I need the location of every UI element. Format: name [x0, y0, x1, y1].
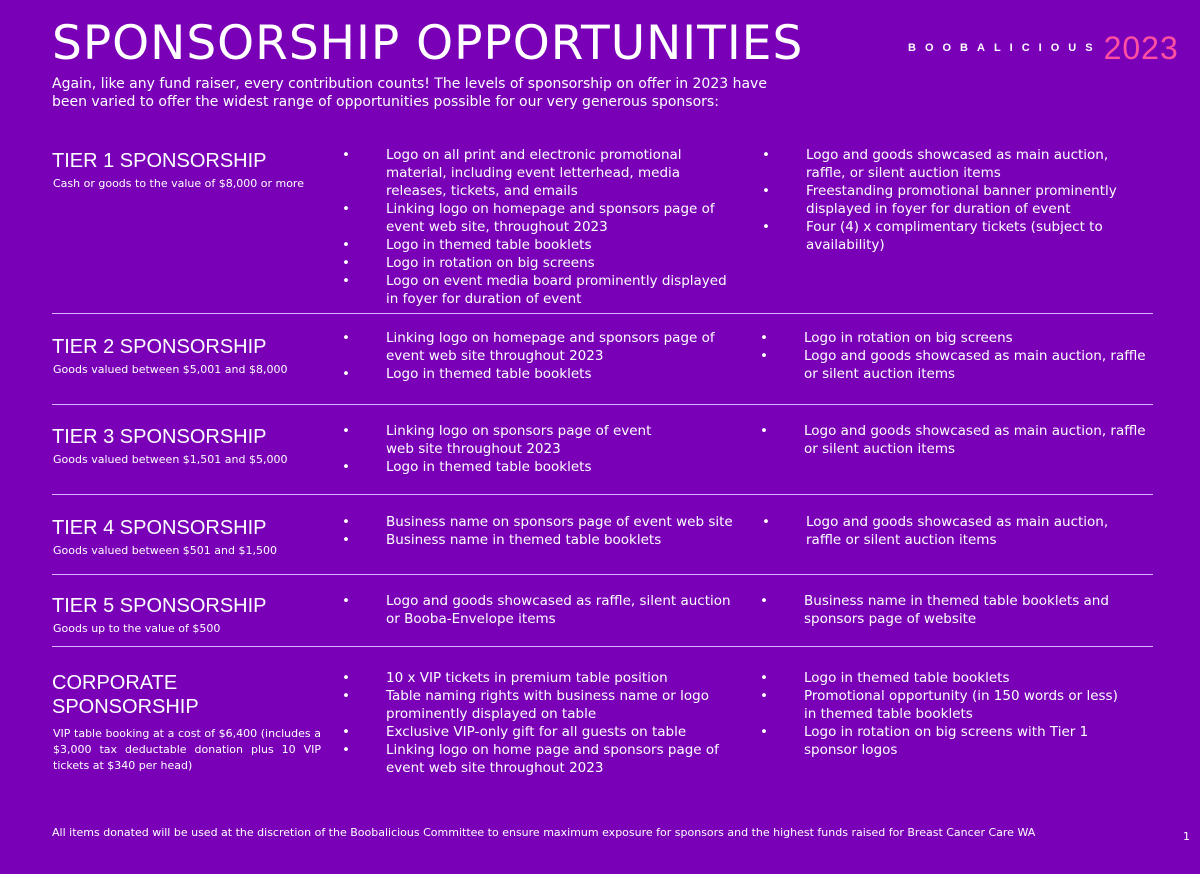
- tier-2-desc: Goods valued between $5,001 and $8,000: [53, 363, 288, 376]
- list-item: • Logo in rotation on big screens: [760, 330, 1013, 346]
- list-item: • Logo and goods showcased as main auction, raffle or silent auction items: [760, 348, 1146, 382]
- list-item: • Business name in themed table booklets: [342, 532, 662, 548]
- divider: [52, 646, 1153, 647]
- divider: [52, 313, 1153, 314]
- list-item: • Logo and goods showcased as main auction, raffle or silent auction items: [762, 514, 1109, 548]
- tier-5-right-list: [760, 592, 1120, 628]
- list-item: • Logo and goods showcased as raffle, silent auction or Booba-Envelope items: [342, 593, 731, 627]
- list-item: • Logo and goods showcased as main auction, raffle, or silent auction items: [762, 147, 1109, 181]
- tier-1-left-list: [342, 146, 742, 308]
- list-item: • Business name on sponsors page of event web site: [342, 514, 733, 530]
- list-item: • Freestanding promotional banner prominently displayed in foyer for duration of event: [762, 183, 1117, 217]
- tier-1-name: TIER 1 SPONSORSHIP: [52, 150, 267, 172]
- list-item: • Four (4) x complimentary tickets (subject to availability): [762, 219, 1103, 253]
- tier-3-desc: Goods valued between $1,501 and $5,000: [53, 453, 288, 466]
- brand-name: BOOBALICIOUS: [908, 42, 1102, 54]
- tier-4-desc: Goods valued between $501 and $1,500: [53, 544, 277, 557]
- corporate-right-list: [760, 669, 1120, 759]
- footer-note: All items donated will be used at the discretion of the Boobalicious Committee to ensure maximum exposure for sponsors and the highest funds raised for Breast Cancer Care WA: [52, 826, 1036, 839]
- tier-4-right-list: [762, 513, 1112, 549]
- tier-2-name: TIER 2 SPONSORSHIP: [52, 336, 267, 358]
- list-item: • Logo on event media board prominently displayed in foyer for duration of event: [342, 273, 727, 307]
- list-item: • Promotional opportunity (in 150 words or less) in themed table booklets: [760, 688, 1118, 722]
- list-item: • Logo in rotation on big screens with Tier 1 sponsor logos: [760, 724, 1089, 758]
- corporate-name: CORPORATE SPONSORSHIP: [52, 672, 199, 718]
- tier-3-name: TIER 3 SPONSORSHIP: [52, 426, 267, 448]
- divider: [52, 494, 1153, 495]
- list-item: • Logo in themed table booklets: [342, 366, 592, 382]
- page-title: SPONSORSHIP OPPORTUNITIES: [52, 16, 804, 71]
- tier-2-right-list: [760, 329, 1150, 383]
- page-number: 1: [1183, 830, 1190, 843]
- intro-text: Again, like any fund raiser, every contribution counts! The levels of sponsorship on offer in 2023 have been varied to offer the widest range of opportunities possible for our very generous sponsors:: [52, 76, 767, 110]
- list-item: • Logo in rotation on big screens: [342, 255, 595, 271]
- list-item: • Linking logo on homepage and sponsors page of event web site throughout 2023: [342, 330, 715, 364]
- tier-4-name: TIER 4 SPONSORSHIP: [52, 517, 267, 539]
- corporate-left-list: [342, 669, 722, 777]
- list-item: • Logo in themed table booklets: [342, 237, 592, 253]
- list-item: • 10 x VIP tickets in premium table position: [342, 670, 668, 686]
- list-item: • Logo on all print and electronic promotional material, including event letterhead, media releases, tickets, and emails: [342, 147, 682, 199]
- tier-5-name: TIER 5 SPONSORSHIP: [52, 595, 267, 617]
- tier-5-left-list: [342, 592, 742, 628]
- divider: [52, 574, 1153, 575]
- list-item: • Business name in themed table booklets and sponsors page of website: [760, 593, 1109, 627]
- tier-1-desc: Cash or goods to the value of $8,000 or more: [53, 177, 304, 190]
- divider: [52, 404, 1153, 405]
- tier-1-right-list: [762, 146, 1122, 254]
- tier-3-right-list: [760, 422, 1150, 458]
- list-item: • Logo and goods showcased as main auction, raffle or silent auction items: [760, 423, 1146, 457]
- tier-2-left-list: [342, 329, 742, 383]
- list-item: • Exclusive VIP-only gift for all guests on table: [342, 724, 687, 740]
- list-item: • Linking logo on sponsors page of event web site throughout 2023: [342, 423, 652, 457]
- tier-4-left-list: [342, 513, 752, 549]
- tier-5-desc: Goods up to the value of $500: [53, 622, 221, 635]
- corporate-desc: VIP table booking at a cost of $6,400 (includes a $3,000 tax deductable donation plus 10 VIP tickets at $340 per head): [53, 727, 321, 772]
- list-item: • Table naming rights with business name or logo prominently displayed on table: [342, 688, 709, 722]
- list-item: • Linking logo on homepage and sponsors page of event web site, throughout 2023: [342, 201, 715, 235]
- list-item: • Logo in themed table booklets: [760, 670, 1010, 686]
- tier-3-left-list: [342, 422, 662, 476]
- list-item: • Logo in themed table booklets: [342, 459, 592, 475]
- brand-year: 2023: [1103, 30, 1179, 66]
- list-item: • Linking logo on home page and sponsors page of event web site throughout 2023: [342, 742, 719, 776]
- brand-logo: [908, 32, 1179, 64]
